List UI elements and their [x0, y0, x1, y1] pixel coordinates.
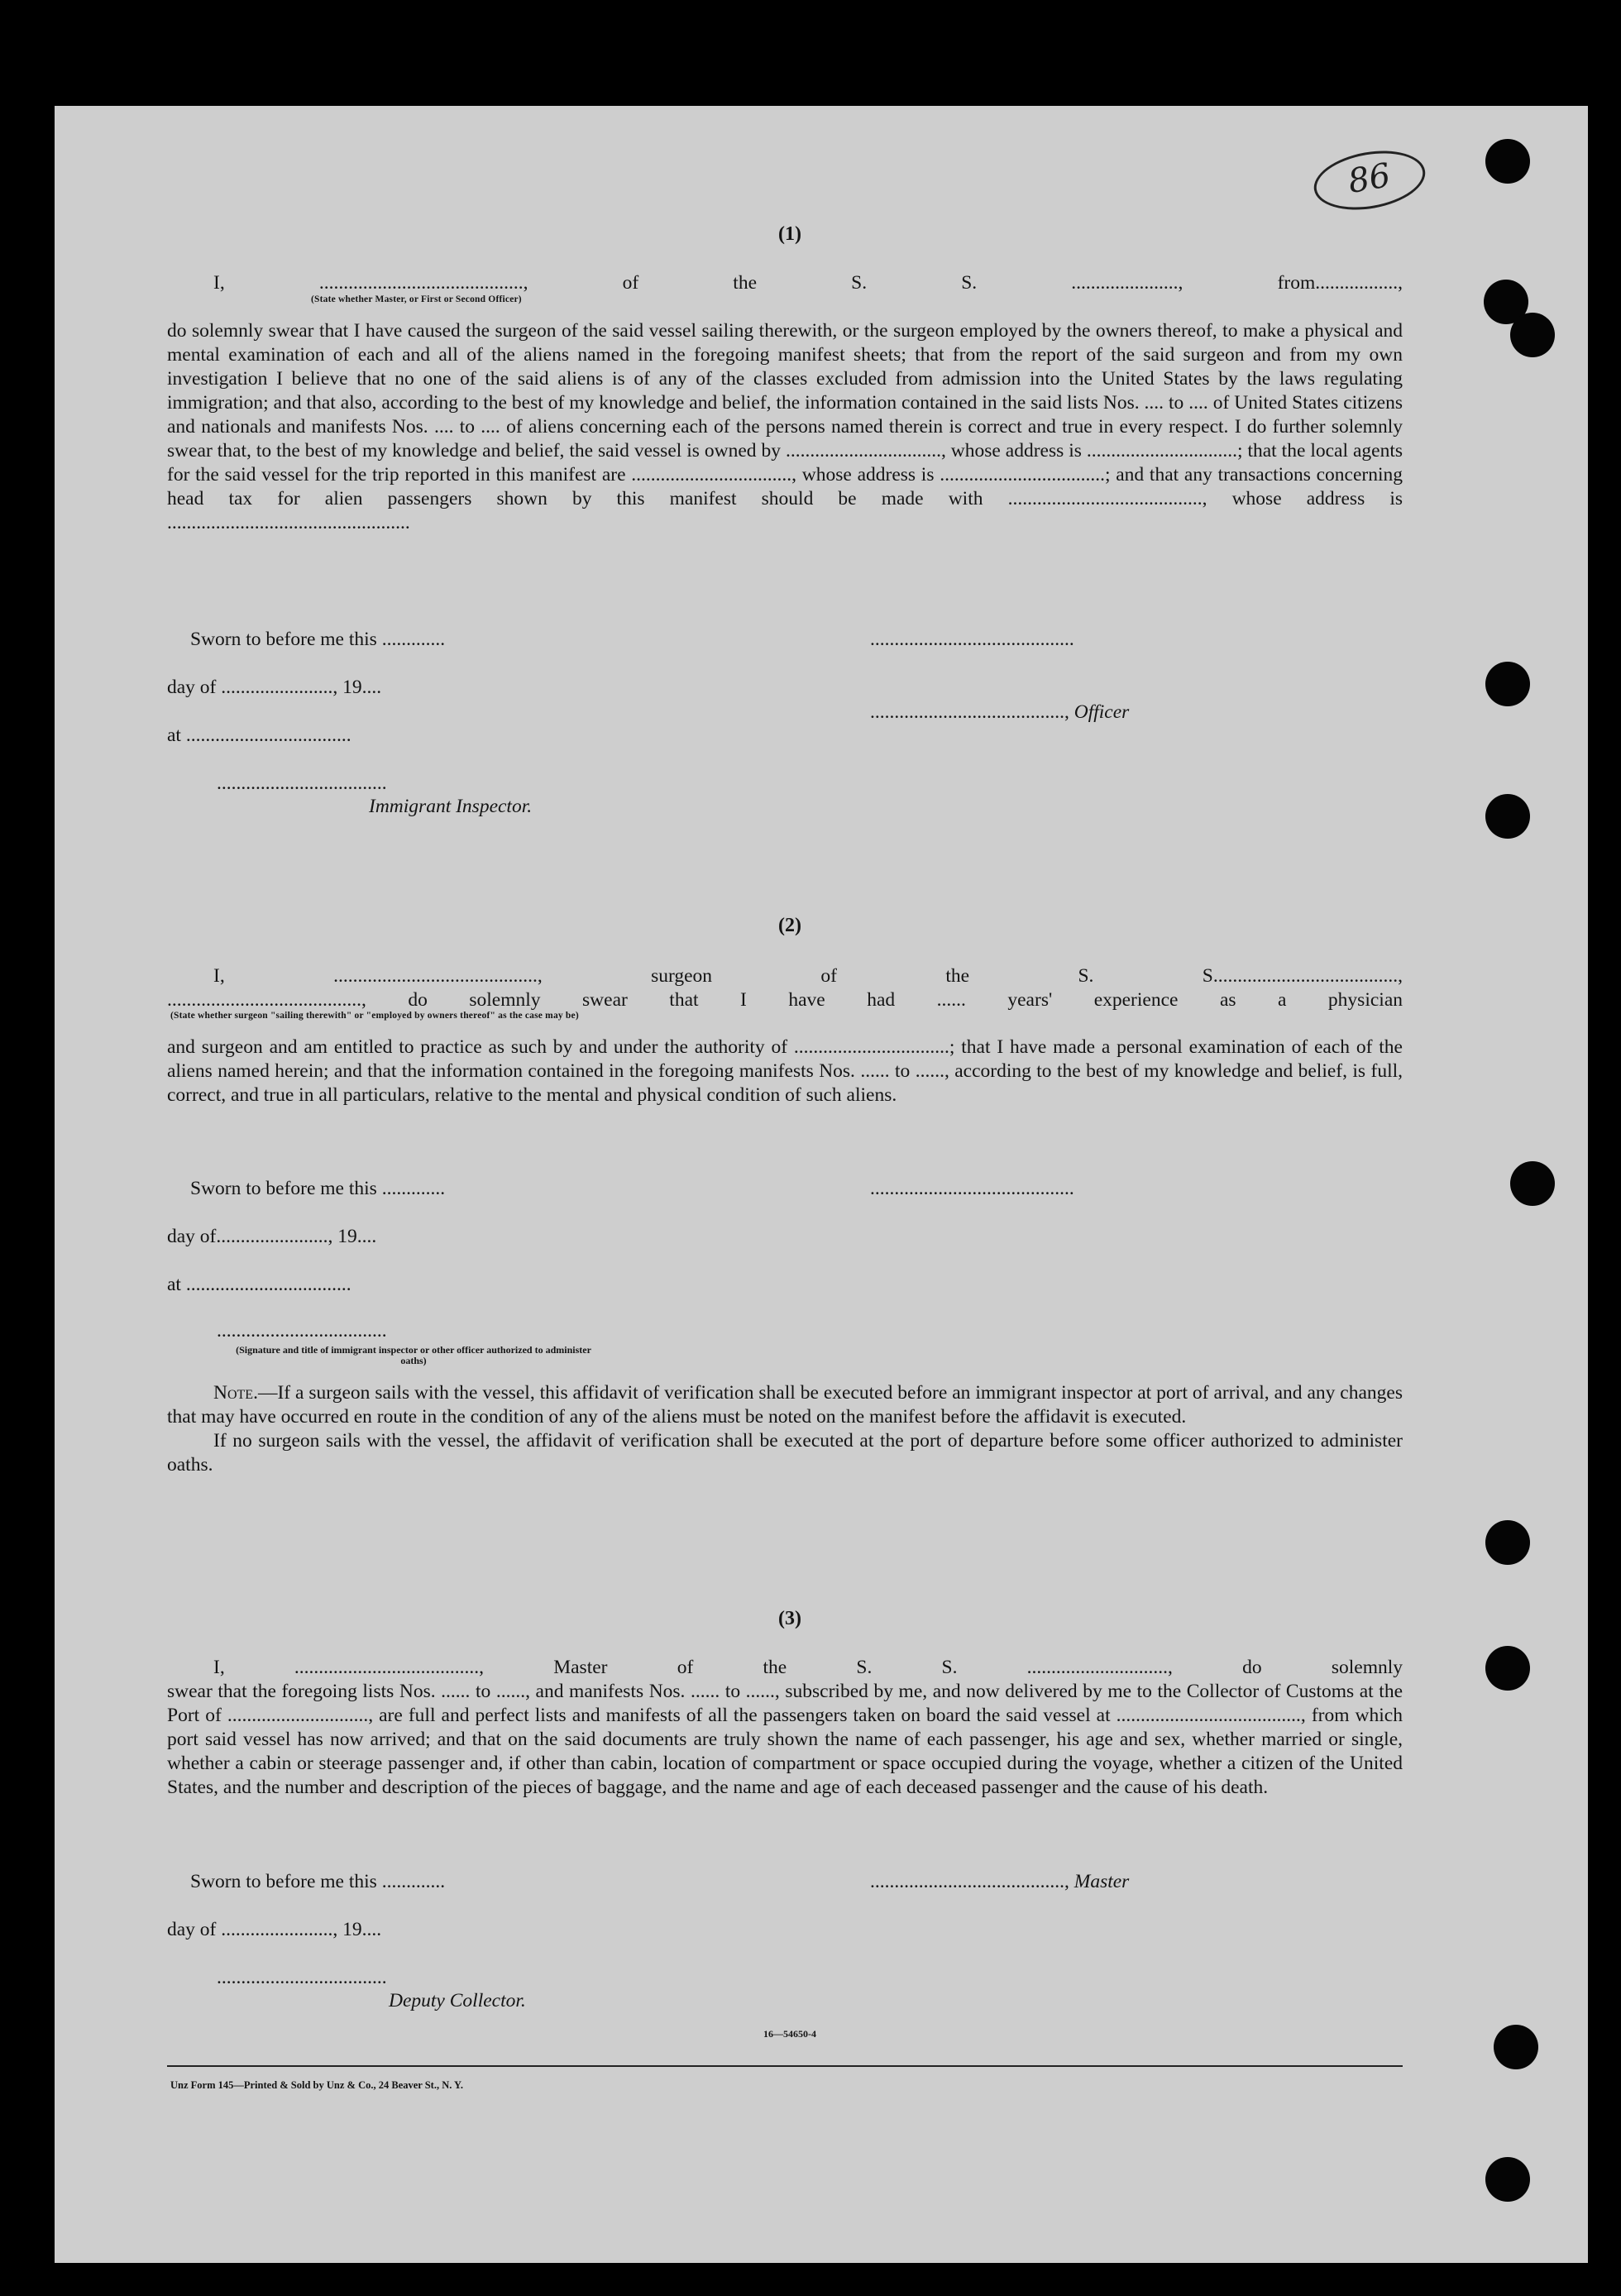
- section-2-note-text: —If a surgeon sails with the vessel, this affidavit of verification shall be executed before an immigrant inspector at port of arrival, and any changes that may have occurred en route in the condition of any of the aliens must be noted on the manifest before the affidavit is executed.: [167, 1382, 1403, 1428]
- section-1-officer-dots: ..........................................: [870, 629, 1074, 650]
- section-3-paragraph: [167, 1656, 1403, 1800]
- section-1-officer-label: Officer: [1073, 701, 1130, 723]
- punch-hole: [1485, 794, 1530, 839]
- section-1-state-note: (State whether Master, or First or Second Officer): [311, 294, 522, 304]
- section-1-officer-line: [870, 701, 1129, 724]
- section-1-sworn: Sworn to before me this .............: [190, 629, 446, 650]
- section-1-oath-tail: ..................................................: [167, 512, 410, 533]
- section-2-note: [167, 1381, 1403, 1477]
- printer-footer: Unz Form 145—Printed & Sold by Unz & Co., 24 Beaver St., N. Y.: [170, 2079, 464, 2091]
- section-3-signature-dots: ...................................: [217, 1967, 387, 1988]
- section-1-inspector-label: Immigrant Inspector.: [369, 796, 533, 817]
- section-3-collector-label: Deputy Collector.: [389, 1990, 526, 2011]
- section-2-sworn: Sworn to before me this .............: [190, 1178, 446, 1199]
- section-2-oath-text: and surgeon and am entitled to practice as such by and under the authority of ................................; that I have made a personal examination of each of the aliens named herein; and that the information contained in the foregoing manifests Nos. ...... to ......, according to the best of my knowledge and belief, is full, correct, and true in all particulars, relative to the mental and physical condition of such aliens.: [167, 1036, 1403, 1106]
- section-2-second-line: ........................................, do solemnly swear that I have had ...... years' experience as a physician: [167, 989, 1403, 1011]
- section-3-oath-text: swear that the foregoing lists Nos. ...... to ......, and manifests Nos. ...... to ......, subscribed by me, and now delivered by me to the Collector of Customs at the Port of ............................., are full and perfect lists and manifests of all the passengers taken on board the said vessel at ......................................, from which port said vessel has now arrived; and that on the said documents are truly shown the name of each passenger, his age and sex, whether married or single, whether a cabin or steerage passenger and, if other than cabin, location of compartment or space occupied during the voyage, whether a citizen of the United States, and the number and description of the pieces of baggage, and the name and age of each deceased passenger and the cause of his death.: [167, 1681, 1403, 1798]
- section-3-sworn: Sworn to before me this .............: [190, 1871, 446, 1892]
- section-3-master-label: Master: [1073, 1871, 1130, 1892]
- section-2-first-line: I, .........................................., surgeon of the S. S......................................,: [213, 965, 1403, 987]
- section-2-heading: (2): [778, 915, 801, 936]
- section-1-heading: (1): [778, 223, 801, 245]
- section-1-officer-dotline: ........................................,: [870, 701, 1074, 723]
- punch-hole: [1485, 139, 1530, 184]
- section-1-first-line: I, .........................................., of the S. S. ......................, from.................,: [213, 272, 1403, 294]
- section-3-master-line: [870, 1871, 1129, 1893]
- section-3-master-dotline: ........................................,: [870, 1871, 1074, 1892]
- section-3-day-of: day of ......................., 19....: [167, 1919, 382, 1940]
- section-1-paragraph: [167, 319, 1403, 535]
- punch-hole: [1510, 313, 1555, 357]
- section-2-paragraph: [167, 1036, 1403, 1107]
- section-2-right-dots: ..........................................: [870, 1178, 1074, 1199]
- section-2-note-second: If no surgeon sails with the vessel, the affidavit of verification shall be executed at the port of departure before some officer authorized to administer oaths.: [167, 1430, 1403, 1476]
- section-1-oath-text: do solemnly swear that I have caused the surgeon of the said vessel sailing therewith, or the surgeon employed by the owners thereof, to make a physical and mental examination of each and all of the aliens named in the foregoing manifest sheets; that from the report of the said surgeon and from my own investigation I believe that no one of the said aliens is of any of the classes excluded from admission into the United States by the laws regulating immigration; and that also, according to the best of my knowledge and belief, the information contained in the said lists Nos. .... to .... of United States citizens and nationals and manifests Nos. .... to .... of aliens concerning each of the persons named therein is correct and true in every respect. I do further solemnly swear that, to the best of my knowledge and belief, the said vessel is owned by ................................, whose address is ...............................; that the local agents for the said vessel for the trip reported in this manifest are ................................., whose address is ..................................; and that any transactions concerning head tax for alien passengers shown by this manifest should be made with ........................................, whose address is: [167, 320, 1403, 509]
- section-1-signature-dots: ...................................: [217, 773, 387, 794]
- section-2-lines: [167, 964, 1403, 1012]
- section-2-at: at ..................................: [167, 1274, 351, 1295]
- section-2-note-paragraph: [167, 1381, 1403, 1429]
- section-2-note-label: Note.: [213, 1382, 258, 1404]
- section-2-signature-dots: ...................................: [217, 1320, 387, 1342]
- section-3-first-line: I, ......................................, Master of the S. S. ............................., do solemnly: [213, 1657, 1403, 1678]
- form-code: 16—54650-4: [763, 2028, 816, 2040]
- punch-hole: [1485, 1520, 1530, 1565]
- punch-hole: [1485, 2157, 1530, 2202]
- punch-hole: [1485, 662, 1530, 706]
- punch-hole: [1510, 1161, 1555, 1206]
- section-1-at: at ..................................: [167, 725, 351, 746]
- section-3-heading: (3): [778, 1608, 801, 1629]
- punch-hole: [1485, 1646, 1530, 1691]
- handwritten-page-number: 86: [1309, 143, 1430, 218]
- section-1-body: [167, 271, 1403, 295]
- section-2-state-note: (State whether surgeon "sailing therewith" or "employed by owners thereof" as the case may be): [170, 1011, 579, 1021]
- section-2-day-of: day of......................., 19....: [167, 1226, 377, 1247]
- footer-rule: [167, 2065, 1403, 2067]
- section-2-signature-note: (Signature and title of immigrant inspector or other officer authorized to administer oaths): [236, 1344, 591, 1366]
- section-1-day-of: day of ......................., 19....: [167, 677, 382, 698]
